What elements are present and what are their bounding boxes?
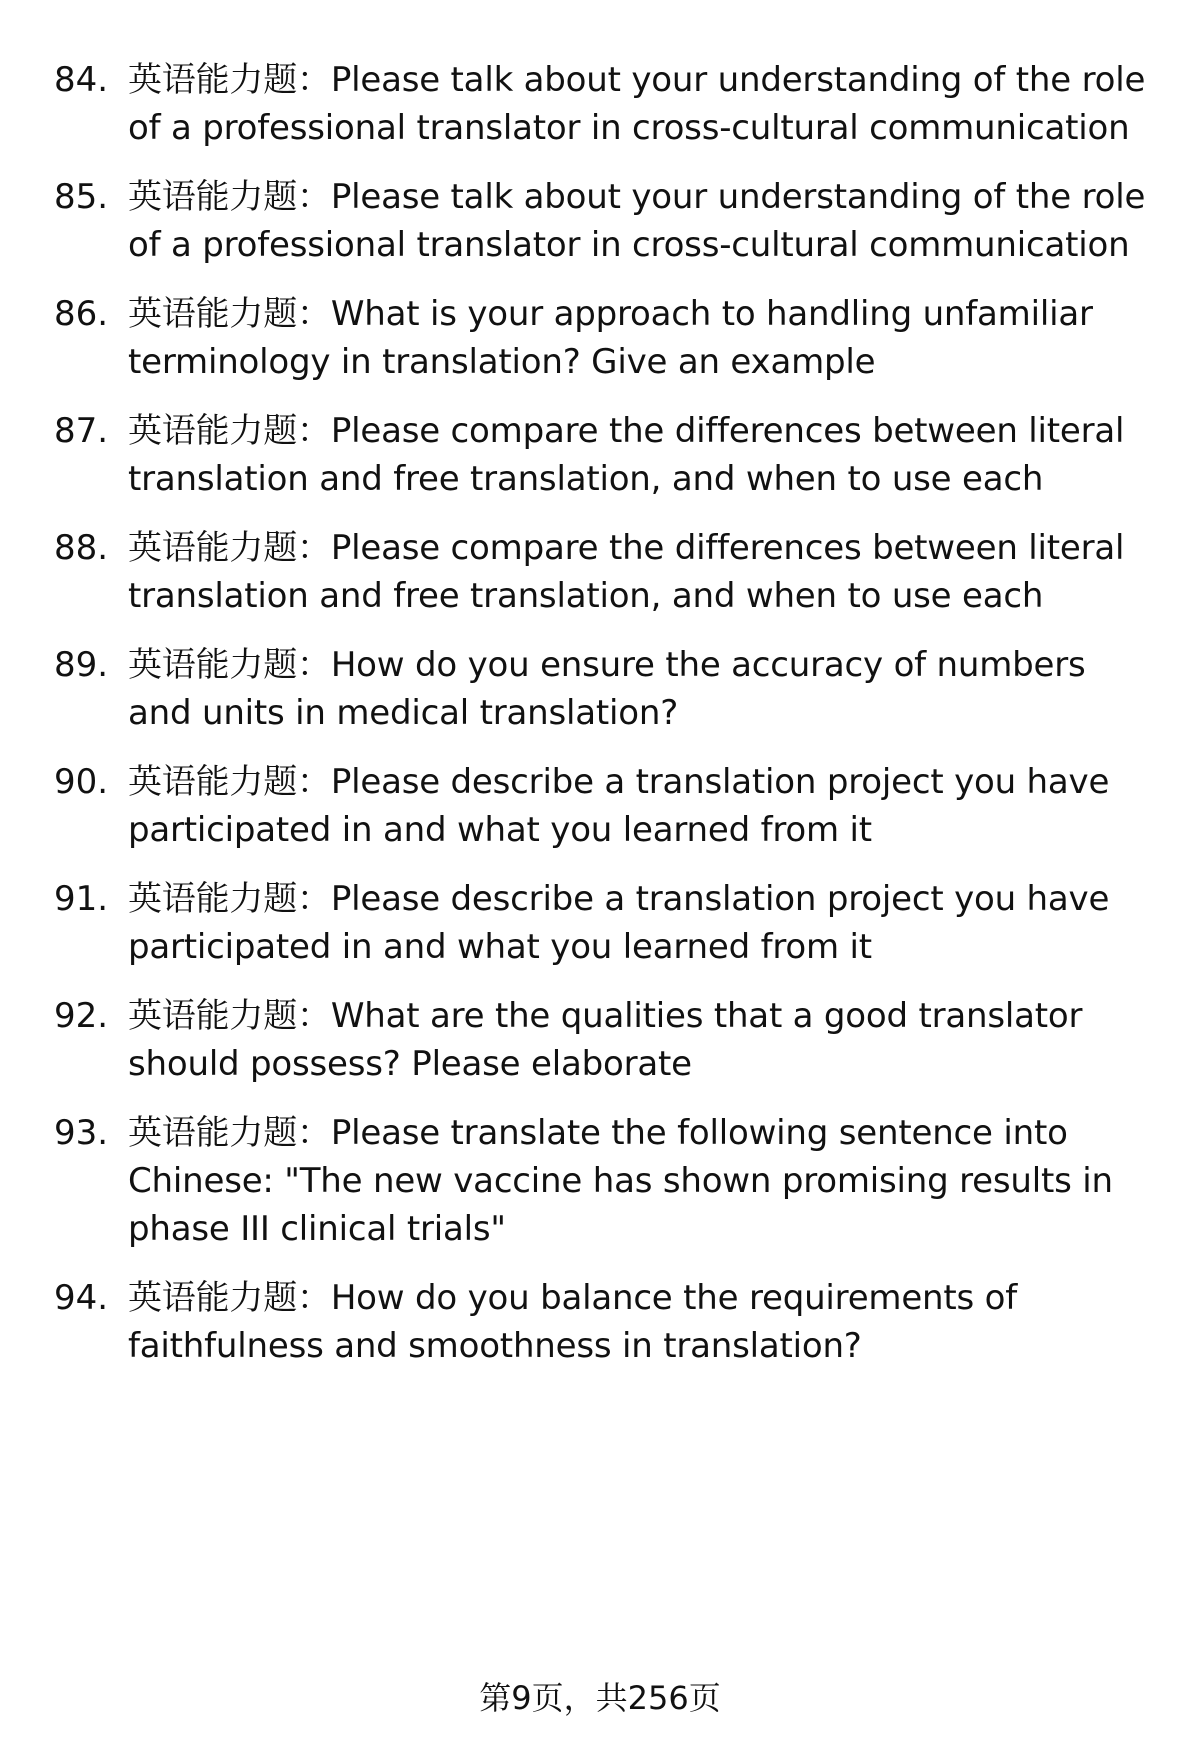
question-body [128,173,1150,269]
question-item [0,407,1200,503]
question-label: 英语能力题： [128,60,331,100]
question-number: 91. [54,879,109,919]
question-number: 88. [54,528,109,568]
question-item [0,875,1200,971]
question-item [0,173,1200,269]
question-text: How do you balance the requirements of faithfulness and smoothness in translation? [128,1278,1018,1366]
question-text: Please describe a translation project you have participated in and what you learned from it [128,762,1110,850]
question-body [128,641,1150,737]
question-label: 英语能力题： [128,411,331,451]
question-number: 87. [54,411,109,451]
question-body [128,56,1150,152]
question-number: 94. [54,1278,109,1318]
question-item [0,290,1200,386]
question-body [128,875,1150,971]
question-number: 89. [54,645,109,685]
question-label: 英语能力题： [128,879,331,919]
question-label: 英语能力题： [128,645,331,685]
question-number: 90. [54,762,109,802]
question-item [0,524,1200,620]
question-text: Please translate the following sentence into Chinese: "The new vaccine has shown promising results in phase III clinical trials" [128,1113,1113,1249]
question-label: 英语能力题： [128,1278,331,1318]
question-item [0,56,1200,152]
question-label: 英语能力题： [128,294,331,334]
question-label: 英语能力题： [128,528,331,568]
question-text: Please compare the differences between literal translation and free translation, and when to use each [128,411,1125,499]
question-item [0,992,1200,1088]
question-body [128,1109,1150,1253]
page-footer: 第9页，共256页 [479,1679,721,1717]
question-list [0,56,1200,1391]
question-text: What are the qualities that a good translator should possess? Please elaborate [128,996,1083,1084]
question-text: Please describe a translation project you have participated in and what you learned from it [128,879,1110,967]
question-text: How do you ensure the accuracy of numbers and units in medical translation? [128,645,1086,733]
question-item [0,1274,1200,1370]
question-body [128,1274,1150,1370]
question-text: Please talk about your understanding of the role of a professional translator in cross-cultural communication [128,60,1146,148]
question-body [128,524,1150,620]
question-number: 84. [54,60,109,100]
question-text: Please compare the differences between literal translation and free translation, and when to use each [128,528,1125,616]
question-body [128,992,1150,1088]
question-item [0,641,1200,737]
question-number: 86. [54,294,109,334]
question-item [0,1109,1200,1253]
question-text: Please talk about your understanding of the role of a professional translator in cross-cultural communication [128,177,1146,265]
question-number: 92. [54,996,109,1036]
question-label: 英语能力题： [128,177,331,217]
question-text: What is your approach to handling unfamiliar terminology in translation? Give an example [128,294,1093,382]
question-number: 93. [54,1113,109,1153]
question-number: 85. [54,177,109,217]
question-body [128,290,1150,386]
question-item [0,758,1200,854]
question-body [128,758,1150,854]
question-label: 英语能力题： [128,762,331,802]
question-label: 英语能力题： [128,996,331,1036]
question-label: 英语能力题： [128,1113,331,1153]
question-body [128,407,1150,503]
